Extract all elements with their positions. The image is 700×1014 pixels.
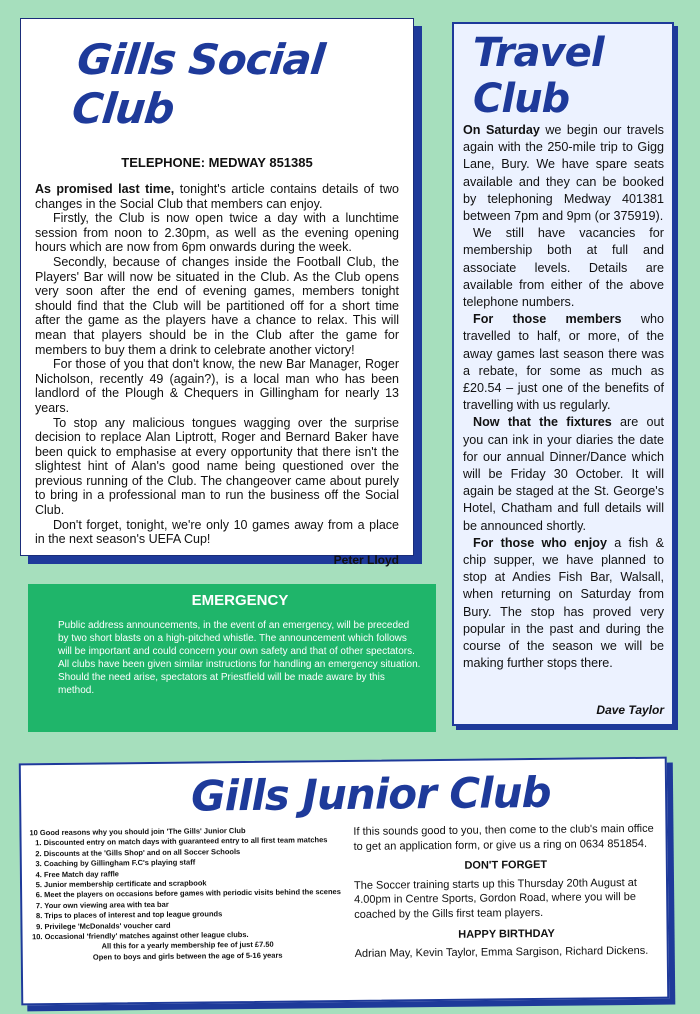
travel-club-article [452,22,674,726]
social-paragraph-2: Firstly, the Club is now open twice a day with a lunchtime session from noon to 2.30pm, as well as the evening opening hours which are now from 6pm onwards during the week. [35,211,399,255]
birthday-heading: HAPPY BIRTHDAY [458,927,555,941]
travel-paragraph-4 [463,414,664,534]
reasons-heading: 10 Good reasons why you should join 'The Gills' Junior Club [29,826,246,838]
reason-item: 6. Meet the players on occasions before games with periodic visits behind the scenes [44,887,344,901]
travel-paragraph-1 [463,122,664,225]
social-signature: Peter Lloyd [333,552,399,567]
travel-p1-rest: we begin our travels again with the 250-mile trip to Gigg Lane, Bury. We have spare seats available and they can be booked by telephoning Medway 401381 between 7pm and 9pm (or 375919). [463,123,664,224]
reason-item: 4. Free Match day raffle [44,867,344,881]
social-intro-bold: As promised last time, [35,182,175,196]
junior-reasons-column [29,825,344,965]
travel-p1-bold: On Saturday [463,123,540,137]
junior-club-article [19,757,669,1006]
apply-text: If this sounds good to you, then come to the club's main office to get an application form, or give us a ring on 0634 851854. [353,822,654,853]
reason-item: 9. Privilege 'McDonalds' voucher card [44,919,344,933]
birthday-names: Adrian May, Kevin Taylor, Emma Sargison, Richard Dickens. [354,944,649,961]
reason-item: 10. Occasional 'friendly' matches against other league clubs. [45,929,345,943]
social-club-telephone: TELEPHONE: MEDWAY 851385 [121,155,313,170]
social-club-title: Gills Social Club [69,35,327,133]
social-paragraph-4: For those of you that don't know, the new Bar Manager, Roger Nicholson, recently 49 (again?), is a local man who has been landlord of the Plough & Chequers in Gillingham for nearly 13 years. [35,357,399,415]
reason-item: 1. Discounted entry on match days with guaranteed entry to all first team matches [44,835,344,849]
emergency-body: Public address announcements, in the event of an emergency, will be preceded by two short blasts on a high-pitched whistle. The announcement which follows will be important and could concern your own safety and that of other spectators. All clubs have been given similar instructions for handling an emergency situation. Should the need arise, spectators at Priestfield will be made aware by this method. [58,620,421,696]
dont-forget-heading: DON'T FORGET [464,859,548,872]
membership-fee: All this for a yearly membership fee of just £7.50 [101,940,274,952]
junior-club-title: Gills Junior Club [190,767,551,821]
social-paragraph-5: To stop any malicious tongues wagging over the surprise decision to replace Alan Liptrott, Roger and Bernard Baker have been quick to emphasise at every opportunity that there isn't the slightest hint of Alan's good name being questioned over the previous running of the Club. The changeover came about purely to bring in a professional man to run the business off the Social Club. [35,415,399,518]
travel-club-title: Travel Club [473,30,604,122]
reason-item: 7. Your own viewing area with tea bar [44,898,344,912]
junior-columns [21,822,666,965]
emergency-notice [28,584,436,732]
travel-p4-bold: Now that the fixtures [473,415,612,430]
social-paragraph-6: Don't forget, tonight, we're only 10 games away from a place in the next season's UEFA Cup! [35,517,399,547]
reason-item: 2. Discounts at the 'Gills Shop' and on all Soccer Schools [44,846,344,860]
social-paragraph-3: Secondly, because of changes inside the Football Club, the Players' Bar will now be situated in the Club. As the Club opens very soon after the end of evening games, members tonight should find that the Club will be partitioned off for a short time after the game as the players have a chance to relax. This will mean that players should be in the Club after the game for members to buy them a drink to celebrate another victory! [35,254,399,357]
travel-paragraph-5 [463,535,664,673]
dont-forget-text: The Soccer training starts up this Thursday 20th August at 4.00pm in Centre Sports, Gordon Road, where you will be coached by the Gills first team players. [353,876,637,921]
reason-item: 3. Coaching by Gillingham F.C's playing staff [44,856,344,870]
travel-p5-bold: For those who enjoy [473,535,607,550]
social-paragraph-1 [35,182,399,211]
travel-p5-rest: a fish & chip supper, we have planned to stop at Andies Fish Bar, Walsall, when returning on Saturday from Bury. The stop has proved very popular in the past and during the course of the season we will be making further stops there. [463,535,664,671]
reason-item: 5. Junior membership certificate and scrapbook [44,877,344,891]
reason-item: 8. Trips to places of interest and top league grounds [44,908,344,922]
travel-p3-bold: For those members [473,312,622,327]
social-intro-rest: tonight's article contains details of two changes in the Social Club that members can enjoy. [35,182,399,211]
travel-paragraph-3 [463,311,664,414]
social-club-article [20,18,414,567]
travel-signature: Dave Taylor [596,702,664,717]
travel-paragraph-2: We still have vacancies for membership both at full and associate levels. Details are available from either of the above telephone numbers. [463,226,664,310]
junior-info-column [343,822,659,962]
emergency-title: EMERGENCY [191,592,289,609]
travel-p4-rest: are out you can ink in your diaries the date for our annual Dinner/Dance which will be Friday 30 October. It will again be staged at the St. George's Hotel, Chatham and full details will be announced shortly. [463,415,664,533]
age-range: Open to boys and girls between the age of 5-16 years [92,950,283,962]
travel-p3-rest: who travelled to half, or more, of the away games last season there was a rebate, for some as much as £20.54 – just one of the benefits of travelling with us regularly. [463,312,665,413]
reasons-list [30,835,345,942]
